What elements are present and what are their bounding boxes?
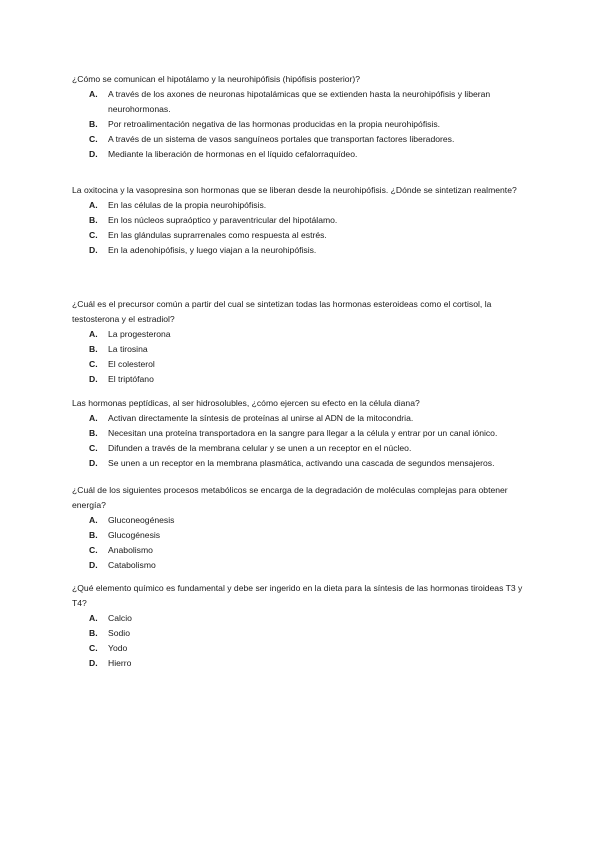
option-c [72,132,532,147]
question-stem: ¿Qué elemento químico es fundamental y debe ser ingerido en la dieta para la síntesis de las hormonas tiroideas T3 y T4? [72,583,523,608]
question-stem: ¿Cuál es el precursor común a partir del cual se sintetizan todas las hormonas esteroideas como el cortisol, la testosterona y el estradiol? [72,299,492,324]
question-5 [72,483,532,573]
option-text: La tirosina [108,344,148,354]
option-d [72,558,532,573]
option-a [72,327,532,342]
option-text: Catabolismo [108,560,156,570]
option-text: Difunden a través de la membrana celular y se unen a un receptor en el núcleo. [108,443,412,453]
option-text: La progesterona [108,329,171,339]
option-letter: D. [89,245,98,255]
option-text: En la adenohipófisis, y luego viajan a la neurohipófisis. [108,245,317,255]
option-letter: D. [89,374,98,384]
option-text: Gluconeogénesis [108,515,175,525]
option-letter: B. [89,628,98,638]
option-a [72,411,532,426]
option-text: Por retroalimentación negativa de las hormonas producidas en la propia neurohipófisis. [108,119,441,129]
option-a [72,198,532,213]
option-letter: B. [89,530,98,540]
option-text: A través de un sistema de vasos sanguíneos portales que transportan factores liberadores. [108,134,455,144]
question-1 [72,72,532,162]
option-list [72,198,532,258]
option-text: Anabolismo [108,545,153,555]
option-list [72,327,532,387]
option-text: Mediante la liberación de hormonas en el líquido cefalorraquídeo. [108,149,358,159]
option-text: En los núcleos supraóptico y paraventricular del hipotálamo. [108,215,338,225]
option-b [72,117,532,132]
option-text: Calcio [108,613,132,623]
option-letter: B. [89,428,98,438]
option-letter: C. [89,545,98,555]
option-d [72,147,532,162]
option-letter: D. [89,458,98,468]
option-letter: C. [89,359,98,369]
option-letter: B. [89,119,98,129]
option-letter: C. [89,443,98,453]
option-text: Glucogénesis [108,530,161,540]
option-a [72,87,532,117]
question-2 [72,183,532,258]
option-d [72,456,532,471]
option-letter: C. [89,134,98,144]
question-stem: ¿Cuál de los siguientes procesos metabólicos se encarga de la degradación de moléculas complejas para obtener energía? [72,485,508,510]
option-text: El colesterol [108,359,155,369]
option-text: El triptófano [108,374,154,384]
option-c [72,641,532,656]
option-list [72,411,532,471]
option-c [72,228,532,243]
option-c [72,357,532,372]
question-3 [72,297,532,387]
option-d [72,372,532,387]
option-letter: A. [89,515,98,525]
option-b [72,626,532,641]
option-c [72,441,532,456]
question-4 [72,396,532,471]
option-a [72,513,532,528]
option-list [72,611,532,671]
option-text: Sodio [108,628,130,638]
question-stem: La oxitocina y la vasopresina son hormonas que se liberan desde la neurohipófisis. ¿Dónde se sintetizan realmente? [72,185,517,195]
question-stem: ¿Cómo se comunican el hipotálamo y la neurohipófisis (hipófisis posterior)? [72,74,361,84]
option-letter: C. [89,643,98,653]
option-b [72,528,532,543]
option-a [72,611,532,626]
option-list [72,87,532,162]
option-d [72,656,532,671]
option-letter: B. [89,344,98,354]
option-letter: A. [89,329,98,339]
option-text: En las células de la propia neurohipófisis. [108,200,267,210]
option-letter: A. [89,89,98,99]
option-letter: D. [89,149,98,159]
option-text: Se unen a un receptor en la membrana plasmática, activando una cascada de segundos mensajeros. [108,458,495,468]
option-b [72,342,532,357]
option-b [72,426,532,441]
option-letter: A. [89,613,98,623]
option-letter: D. [89,658,98,668]
option-text: En las glándulas suprarrenales como respuesta al estrés. [108,230,327,240]
question-6 [72,581,532,671]
option-text: Necesitan una proteína transportadora en la sangre para llegar a la célula y entrar por un canal iónico. [108,428,498,438]
option-letter: A. [89,413,98,423]
option-letter: C. [89,230,98,240]
option-text: Activan directamente la síntesis de proteínas al unirse al ADN de la mitocondria. [108,413,414,423]
option-text: Yodo [108,643,128,653]
option-b [72,213,532,228]
option-letter: D. [89,560,98,570]
option-list [72,513,532,573]
question-stem: Las hormonas peptídicas, al ser hidrosolubles, ¿cómo ejercen su efecto en la célula diana? [72,398,420,408]
option-letter: A. [89,200,98,210]
option-text: A través de los axones de neuronas hipotalámicas que se extienden hasta la neurohipófisis y liberan neurohormonas. [108,89,491,114]
option-letter: B. [89,215,98,225]
option-text: Hierro [108,658,132,668]
option-d [72,243,532,258]
option-c [72,543,532,558]
